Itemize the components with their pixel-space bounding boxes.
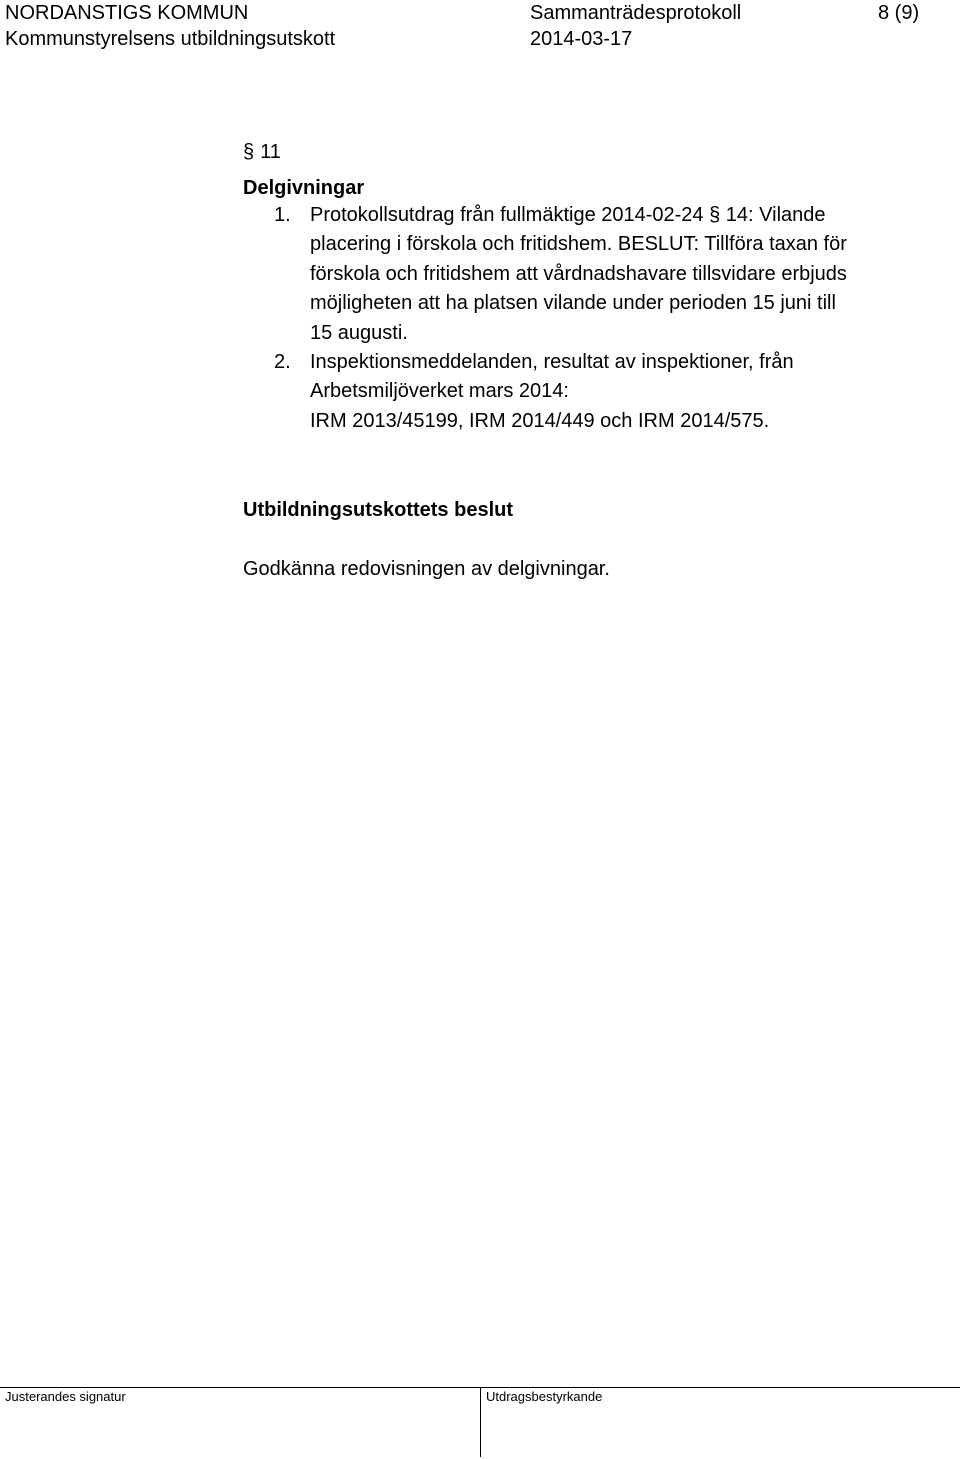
list-item bbox=[243, 348, 903, 436]
decision-text: Godkänna redovisningen av delgivningar. bbox=[243, 558, 610, 580]
list-item-line: Protokollsutdrag från fullmäktige 2014-02-24 § 14: Vilande bbox=[310, 204, 826, 226]
header-date: 2014-03-17 bbox=[530, 28, 633, 50]
footer-divider bbox=[480, 1387, 481, 1457]
list-item-number: 2. bbox=[274, 351, 291, 374]
section-number-value: 11 bbox=[260, 141, 281, 163]
list-item-number: 1. bbox=[274, 204, 291, 226]
list-item-line: möjligheten att ha platsen vilande under perioden 15 juni till bbox=[310, 292, 836, 315]
list-item-line: IRM 2013/45199, IRM 2014/449 och IRM 2014/575. bbox=[310, 409, 770, 432]
header-organization: NORDANSTIGS KOMMUN bbox=[5, 2, 249, 24]
list-item bbox=[243, 201, 903, 348]
footer-certification-label: Utdragsbestyrkande bbox=[486, 1389, 603, 1404]
header-committee: Kommunstyrelsens utbildningsutskott bbox=[5, 28, 336, 50]
header-document-type: Sammanträdesprotokoll bbox=[530, 2, 742, 24]
section-number bbox=[243, 138, 281, 167]
notification-list bbox=[243, 201, 903, 436]
footer-signature-label: Justerandes signatur bbox=[5, 1389, 126, 1404]
section-heading: Delgivningar bbox=[243, 177, 365, 199]
list-item-line: Arbetsmiljöverket mars 2014: bbox=[310, 380, 569, 403]
list-item-line: Inspektionsmeddelanden, resultat av inspektioner, från bbox=[310, 351, 794, 374]
list-item-line: förskola och fritidshem att vårdnadshavare tillsvidare erbjuds bbox=[310, 262, 847, 285]
list-item-line: placering i förskola och fritidshem. BESLUT: Tillföra taxan för bbox=[310, 233, 847, 256]
header-page-number: 8 (9) bbox=[878, 2, 920, 24]
decision-heading: Utbildningsutskottets beslut bbox=[243, 499, 513, 521]
paragraph-sign: § bbox=[243, 141, 255, 163]
list-item-line: 15 augusti. bbox=[310, 321, 408, 344]
